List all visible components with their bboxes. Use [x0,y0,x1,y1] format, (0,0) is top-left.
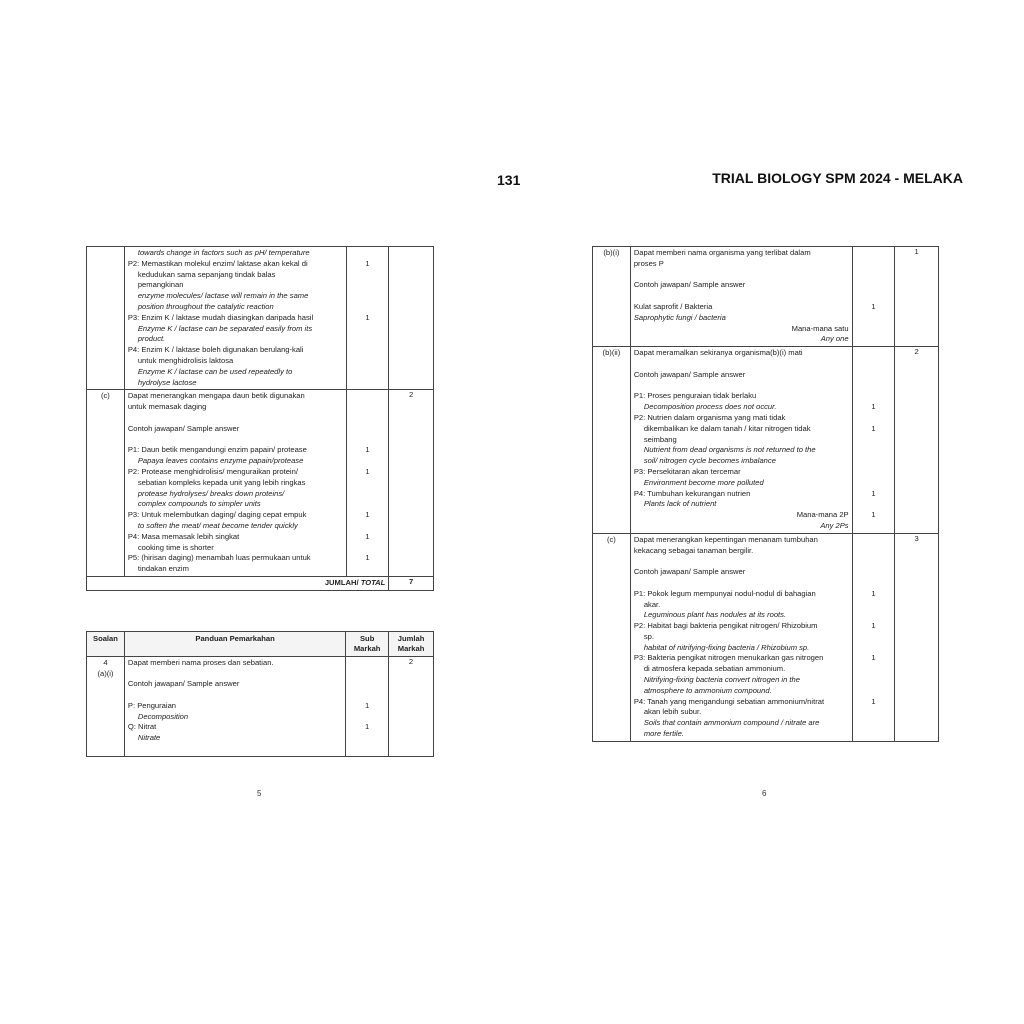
answer-line [634,270,849,281]
total-mark [389,247,434,390]
sub-mark-empty [853,370,895,381]
sub-mark-empty [853,535,895,546]
sub-mark-empty [853,467,895,478]
sub-mark: 1 [871,621,876,631]
answer-line: product. [137,334,166,344]
answer-line [634,556,849,567]
answer-line: P4: Masa memasak lebih singkat [127,531,240,541]
left-page [86,246,434,757]
answer-line: Plants lack of nutrient [643,499,717,509]
answer-line: tindakan enzim [137,564,189,574]
sub-mark: 1 [365,312,370,322]
marking-table-q4 [86,631,434,757]
sub-mark: 1 [365,466,370,476]
answer-line [634,381,849,392]
answer-line: position throughout the catalytic reaction [137,301,274,311]
answer-line: cooking time is shorter [137,542,214,552]
sub-mark-empty [853,324,895,335]
book-title: TRIAL BIOLOGY SPM 2024 - MELAKA [712,170,963,186]
sub-mark-empty [347,367,389,378]
sub-mark-empty [346,744,388,755]
sub-mark-empty [853,675,895,686]
answer-line: di atmosfera kepada sebatian ammonium. [643,664,786,674]
answer-line: P2: Protease menghidrolisis/ menguraikan protein/ [127,466,298,476]
table-header-row [87,631,434,656]
sub-mark-empty [853,456,895,467]
sub-mark-column [346,656,389,756]
sub-mark: 1 [871,402,876,412]
answer-line: P3: Enzim K / laktase mudah diasingkan daripada hasil [127,312,314,322]
sub-mark-empty [853,313,895,324]
sub-mark: 1 [871,653,876,663]
right-page-number: 6 [762,789,767,798]
sub-mark-column [852,347,895,534]
answer-line: proses P [633,258,664,268]
answer-text [630,347,852,534]
answer-line: Nitrifying-fixing bacteria convert nitrogen in the [643,675,800,685]
question-label: (c) [87,390,125,577]
sub-mark: 1 [365,722,370,732]
answer-line [128,669,342,680]
answer-line [128,413,343,424]
marking-table-continued [86,246,434,591]
header-soalan: Soalan [87,631,125,656]
sub-mark-empty [853,478,895,489]
answer-text [630,533,852,741]
answer-line: protease hydrolyses/ breaks down proteins/ [137,488,285,498]
sub-mark: 1 [365,700,370,710]
sub-mark-empty [347,334,389,345]
sub-mark-empty [347,270,389,281]
answer-line: P1: Pokok legum mempunyai nodul-nodul di bahagian [633,588,816,598]
sub-mark-empty [853,729,895,740]
answer-line: akar. [643,599,661,609]
sub-mark-empty [347,543,389,554]
answer-line: Dapat menerangkan kepentingan menanam tumbuhan [633,534,818,544]
sub-mark-empty [853,600,895,611]
answer-line: Decomposition [137,711,189,721]
answer-line: Contoh jawapan/ Sample answer [633,369,746,379]
sub-mark-column [852,533,895,741]
sub-mark-column [346,247,389,390]
sub-mark: 1 [365,531,370,541]
answer-row-c [593,533,939,741]
sub-mark-empty [346,669,388,680]
sub-mark-empty [853,259,895,270]
sub-mark-empty [853,391,895,402]
sub-mark-empty [853,686,895,697]
sub-mark-empty [347,489,389,500]
total-label-ms: JUMLAH/ [324,577,359,587]
answer-line: Saprophytic fungi / bacteria [633,312,726,322]
answer-line: more fertile. [643,729,684,739]
answer-line: Mana-mana 2P [796,510,849,520]
total-label [87,576,389,590]
answer-line: Dapat memberi nama proses dan sebatian. [127,657,274,667]
sub-mark-empty [347,424,389,435]
sub-mark-empty [853,707,895,718]
sub-mark-empty [347,378,389,389]
sub-mark-empty [853,445,895,456]
question-part: (a)(i) [97,668,114,678]
answer-line: dikembalikan ke dalam tanah / kitar nitrogen tidak [643,423,811,433]
answer-line: untuk menghidrolisis laktosa [137,355,234,365]
answer-line: P5: (hirisan daging) menambah luas permukaan untuk [127,553,311,563]
sub-mark: 1 [871,696,876,706]
answer-line [634,359,849,370]
answer-line: Q: Nitrat [127,722,157,732]
question-label: (b)(ii) [593,347,631,534]
total-mark: 3 [895,533,939,741]
sub-mark-empty [346,679,388,690]
answer-text [124,390,346,577]
sub-mark-empty [853,435,895,446]
sub-mark-empty [853,610,895,621]
answer-line: P2: Memastikan molekul enzim/ laktase akan kekal di [127,258,308,268]
answer-line [128,744,342,755]
answer-line: soil/ nitrogen cycle becomes imbalance [643,456,776,466]
answer-line: hydrolyse lactose [137,377,197,387]
sub-mark-empty [347,413,389,424]
sub-mark-empty [347,435,389,446]
answer-line: P3: Bakteria pengikat nitrogen menukarkan gas nitrogen [633,653,824,663]
sub-mark-empty [853,546,895,557]
sub-mark-empty [347,456,389,467]
sub-mark-empty [853,348,895,359]
answer-line: Papaya leaves contains enzyme papain/protease [137,456,304,466]
answer-line: Environment become more polluted [643,477,764,487]
sub-mark-empty [853,291,895,302]
answer-line: Any one [820,334,849,344]
sub-mark-empty [347,391,389,402]
sub-mark-empty [853,413,895,424]
question-label: (c) [593,533,631,741]
header-jumlah-markah: Jumlah Markah [389,631,434,656]
sub-mark-empty [347,478,389,489]
answer-line: sebatian kompleks kepada unit yang lebih ringkas [137,477,306,487]
answer-line: Contoh jawapan/ Sample answer [633,280,746,290]
answer-row-c [87,390,434,577]
answer-line: P1: Proses penguraian tidak berlaku [633,391,757,401]
total-label-en: TOTAL [358,577,386,587]
right-page [592,246,939,742]
sub-mark-empty [346,712,388,723]
answer-line: P4: Tanah yang mengandungi sebatian ammonium/nitrat [633,696,825,706]
question-label [87,656,125,756]
sub-mark: 1 [871,510,876,520]
answer-line: P1: Daun betik mengandungi enzim papain/ protease [127,445,307,455]
sub-mark: 1 [871,588,876,598]
sub-mark-empty [853,632,895,643]
answer-text [124,247,346,390]
sub-mark-empty [853,578,895,589]
answer-line: P3: Persekitaran akan tercemar [633,466,741,476]
sub-mark-empty [347,402,389,413]
sub-mark: 1 [871,488,876,498]
book-page-number: 131 [497,172,521,188]
sub-mark-empty [346,658,388,669]
sub-mark-empty [853,718,895,729]
total-mark: 2 [895,347,939,534]
answer-line: P2: Habitat bagi bakteria pengikat nitrogen/ Rhizobium [633,621,818,631]
question-label: (b)(i) [593,247,631,347]
answer-line: Decomposition process does not occur. [643,402,777,412]
sub-mark-empty [347,345,389,356]
answer-line: pemangkinan [137,280,184,290]
sub-mark: 1 [871,301,876,311]
answer-line [128,690,342,701]
total-mark: 2 [389,390,434,577]
marking-table-q4b [592,246,939,742]
sub-mark-empty [853,499,895,510]
answer-line: akan lebih subur. [643,707,702,717]
total-mark: 1 [895,247,939,347]
answer-line [128,435,343,446]
sub-mark-empty [347,499,389,510]
answer-line: P3: Untuk melembutkan daging/ daging cepat empuk [127,510,307,520]
answer-line: sp. [643,631,654,641]
sub-mark: 1 [365,258,370,268]
answer-line: untuk memasak daging [127,402,207,412]
sub-mark-empty [853,567,895,578]
sub-mark-empty [347,521,389,532]
answer-line: kedudukan sama sepanjang tindak balas [137,269,276,279]
answer-line: Enzyme K / lactase can be used repeatedly to [137,366,293,376]
sub-mark-empty [347,324,389,335]
sub-mark-empty [346,690,388,701]
answer-line: Nutrient from dead organisms is not returned to the [643,445,816,455]
total-value: 7 [389,576,434,590]
sub-mark-empty [853,270,895,281]
answer-line: complex compounds to simpler units [137,499,261,509]
answer-line: Contoh jawapan/ Sample answer [633,567,746,577]
answer-line: Contoh jawapan/ Sample answer [127,679,240,689]
answer-line: seimbang [643,434,677,444]
sub-mark-empty [853,664,895,675]
sub-mark-empty [347,564,389,575]
answer-line: Soils that contain ammonium compound / nitrate are [643,718,820,728]
answer-line: Nitrate [137,733,161,743]
left-page-number: 5 [257,789,262,798]
question-label [87,247,125,390]
answer-row-b-cont [87,247,434,390]
answer-line: P2: Nutrien dalam organisma yang mati tidak [633,412,786,422]
answer-line: Mana-mana satu [791,323,849,333]
sub-mark-empty [347,291,389,302]
answer-line: Dapat menerangkan mengapa daun betik digunakan [127,391,305,401]
answer-line: P4: Tumbuhan kekurangan nutrien [633,488,751,498]
answer-line: atmosphere to ammonium compound. [643,685,772,695]
answer-line: habitat of nitrifying-fixing bacteria / Rhizobium sp. [643,642,810,652]
answer-line: P: Penguraian [127,700,177,710]
sub-mark-empty [853,359,895,370]
sub-mark-empty [346,733,388,744]
answer-line [634,578,849,589]
answer-row-bii [593,347,939,534]
sub-mark-empty [853,521,895,532]
question-number: 4 [103,657,108,667]
sub-mark-empty [347,248,389,259]
sub-mark-empty [853,248,895,259]
answer-line [634,291,849,302]
header-sub-markah: Sub Markah [346,631,389,656]
answer-line: Dapat meramalkan sekiranya organisma(b)(i) mati [633,348,803,358]
answer-row-4ai [87,656,434,756]
answer-line: kekacang sebagai tanaman bergilir. [633,545,754,555]
answer-line: to soften the meat/ meat become tender quickly [137,520,298,530]
sub-mark-empty [347,302,389,313]
sub-mark-empty [347,356,389,367]
answer-line: enzyme molecules/ lactase will remain in the same [137,291,309,301]
header-panduan: Panduan Pemarkahan [124,631,345,656]
answer-line: Any 2Ps [820,520,849,530]
sub-mark-column [346,390,389,577]
answer-line: P4: Enzim K / laktase boleh digunakan berulang-kali [127,345,304,355]
total-row [87,576,434,590]
answer-line: towards change in factors such as pH/ temperature [137,248,310,257]
sub-mark-empty [853,643,895,654]
sub-mark-empty [347,280,389,291]
answer-line: Kulat saprofit / Bakteria [633,301,713,311]
answer-text [124,656,345,756]
answer-line: Contoh jawapan/ Sample answer [127,423,240,433]
answer-row-bi [593,247,939,347]
answer-line: Leguminous plant has nodules at its roots. [643,610,787,620]
total-mark: 2 [389,656,434,756]
sub-mark: 1 [365,553,370,563]
answer-line: Dapat memberi nama organisma yang terlibat dalam [633,248,811,257]
answer-text [630,247,852,347]
sub-mark-empty [853,280,895,291]
sub-mark-empty [853,381,895,392]
sub-mark-column [852,247,895,347]
sub-mark: 1 [365,445,370,455]
sub-mark-empty [853,556,895,567]
answer-line: Enzyme K / lactase can be separated easily from its [137,323,313,333]
sub-mark-empty [853,334,895,345]
sub-mark: 1 [871,423,876,433]
sub-mark: 1 [365,510,370,520]
